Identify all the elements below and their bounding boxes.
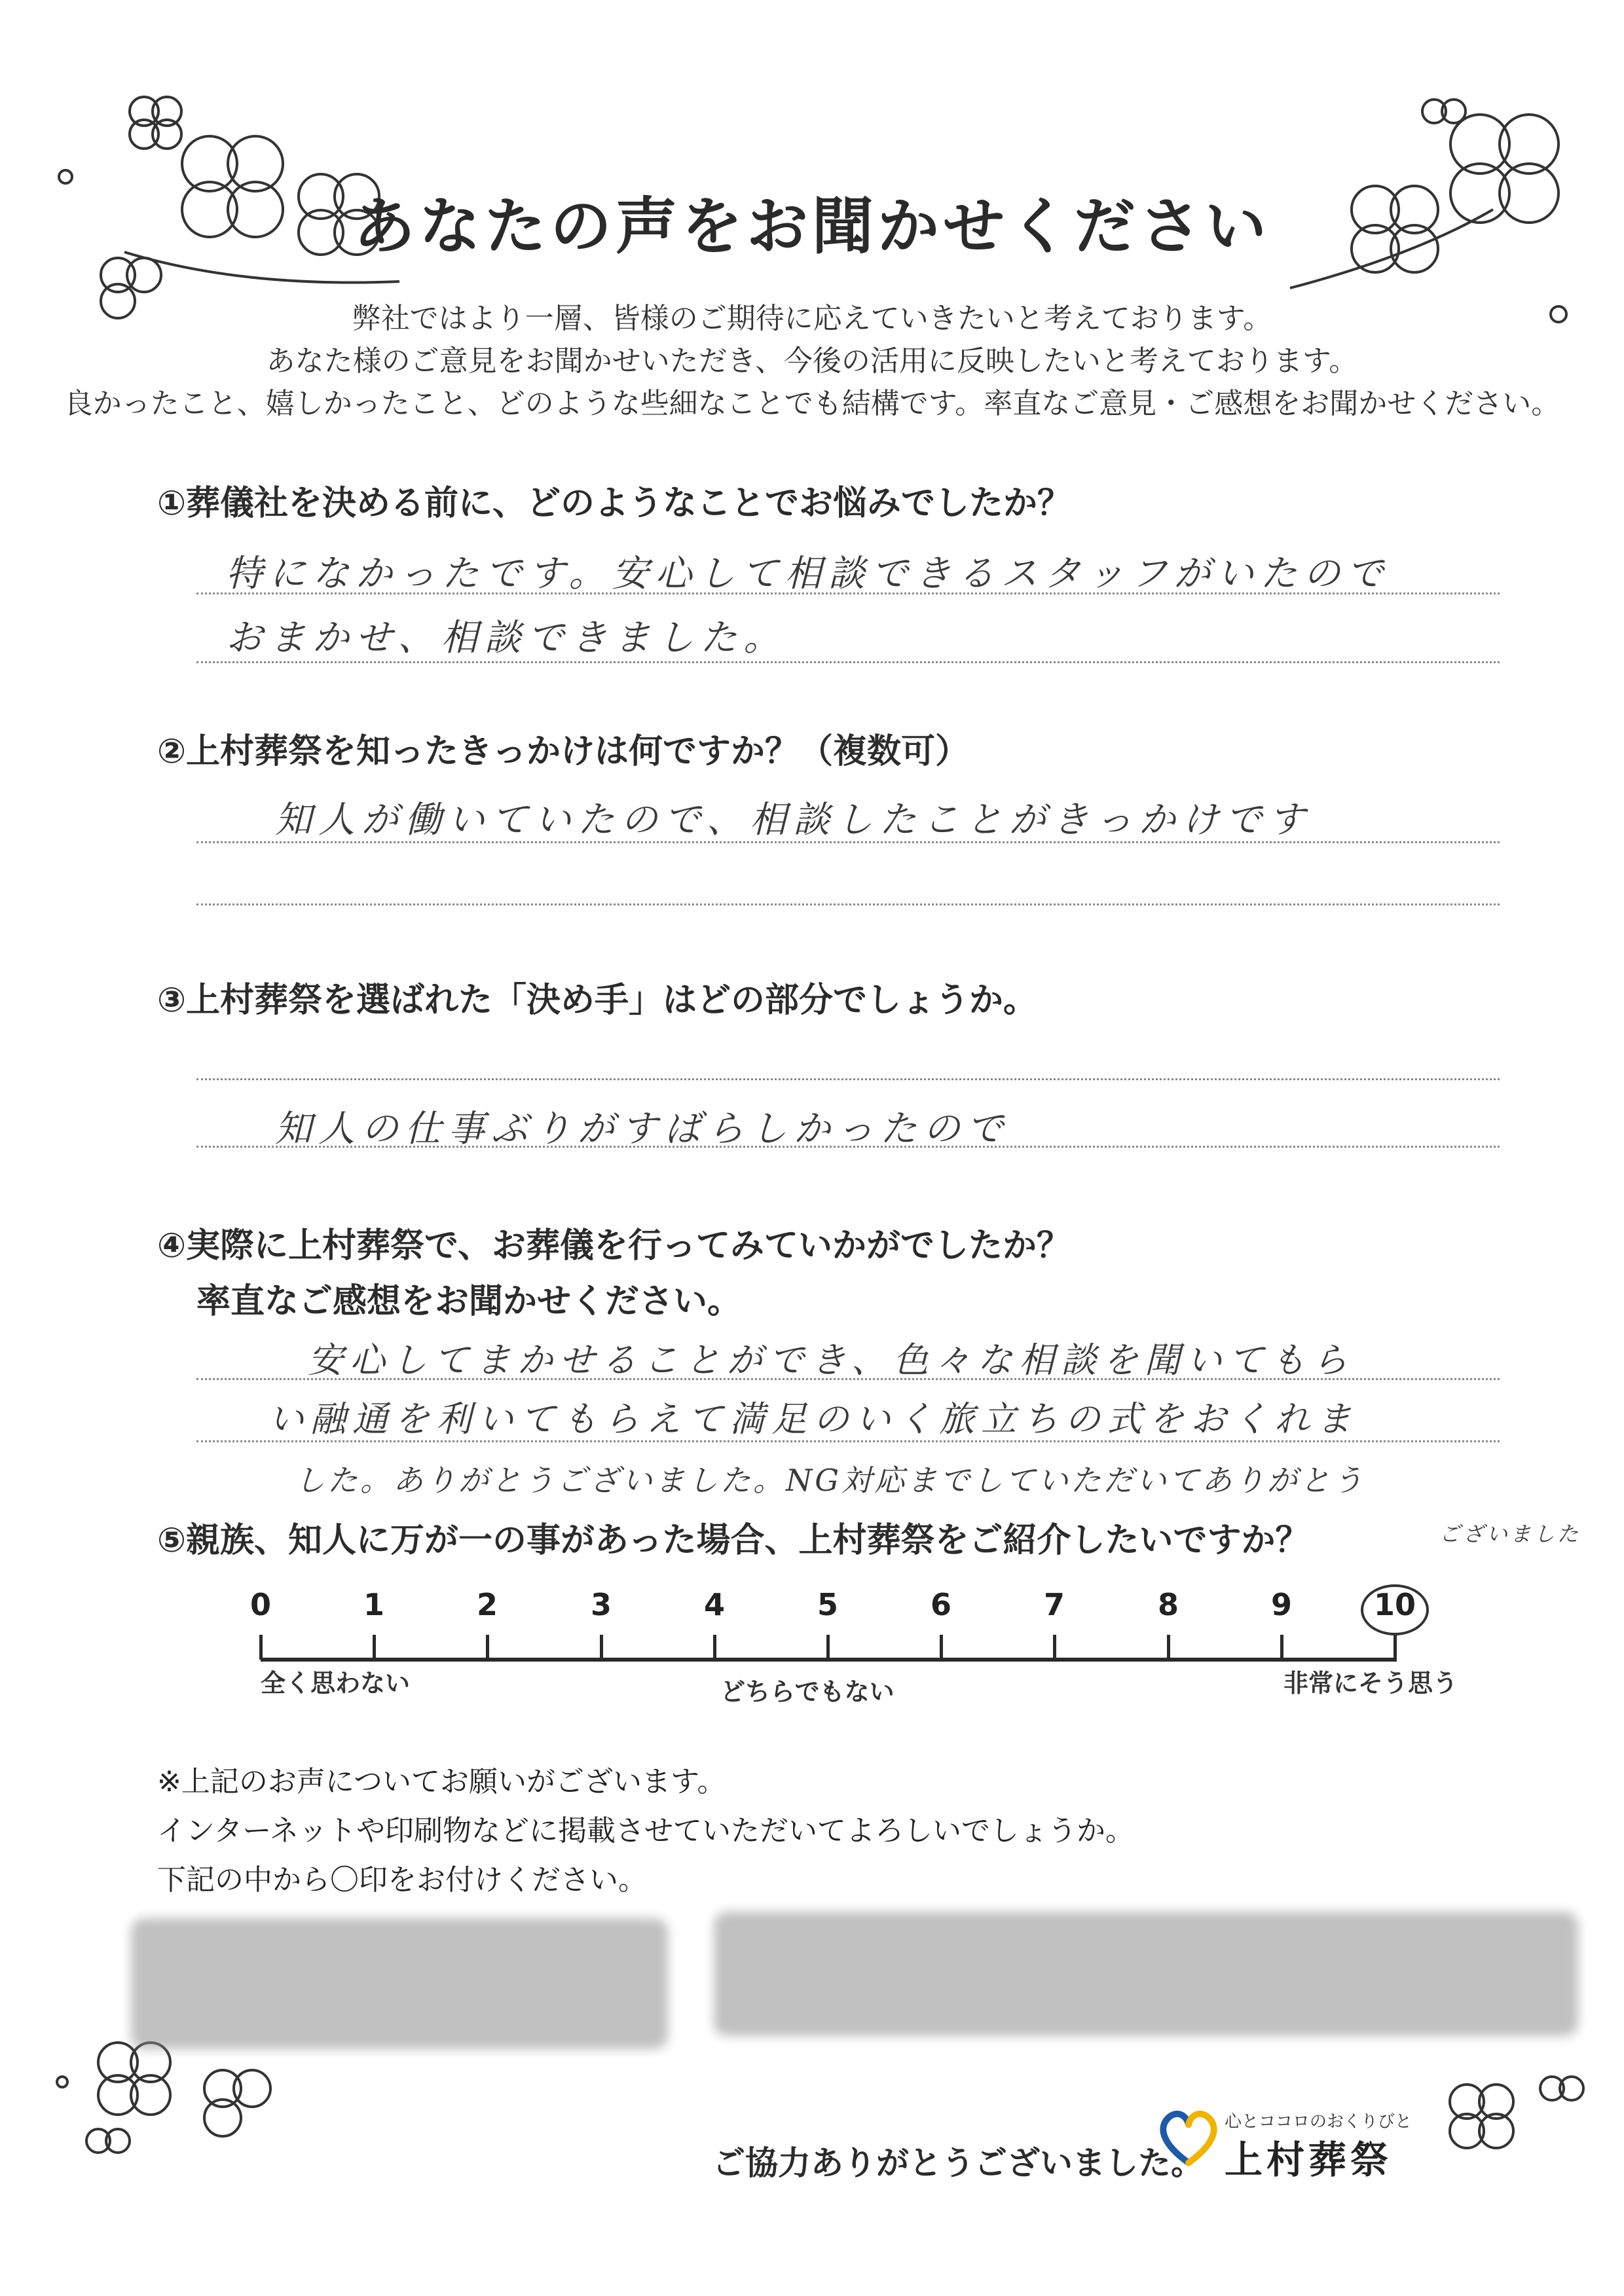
rating-tick-8: [1167, 1635, 1170, 1660]
answer-line-divider: [196, 661, 1500, 663]
answer-line-divider: [196, 1440, 1500, 1442]
question-3-heading: ③上村葬祭を選ばれた「決め手」はどの部分でしょうか。: [157, 981, 1038, 1020]
rating-number-10: 10: [1373, 1587, 1416, 1622]
intro-line-3: 良かったこと、嬉しかったこと、どのような些細なことでも結構です。率直なご意見・ご感想をお聞かせください。: [64, 387, 1560, 420]
question-2-heading: ②上村葬祭を知ったきっかけは何ですか？（複数可）: [157, 732, 970, 771]
rating-tick-9: [1280, 1635, 1283, 1660]
answer-line-divider: [196, 903, 1500, 905]
redacted-consent-option-right: [714, 1912, 1578, 2036]
question-2-answer-line-1: 知人が働いていたので、相談したことがきっかけです: [275, 799, 1312, 841]
rating-number-9: 9: [1270, 1587, 1292, 1622]
rating-tick-0: [259, 1635, 263, 1660]
question-4-heading: ④実際に上村葬祭で、お葬儀を行ってみていかがでしたか？: [157, 1226, 1071, 1266]
scale-label-mid: どちらでもない: [720, 1677, 895, 1706]
question-5-heading: ⑤親族、知人に万が一の事があった場合、上村葬祭をご紹介したいですか？: [157, 1521, 1310, 1560]
rating-tick-2: [486, 1635, 489, 1660]
answer-line-divider: [196, 1378, 1500, 1380]
question-4-heading-line-2: 率直なご感想をお聞かせください。: [196, 1282, 742, 1321]
notice-line-1: ※上記のお声についてお願いがございます。: [157, 1765, 726, 1798]
thanks-message: ご協力ありがとうございました。: [712, 2144, 1204, 2182]
answer-line-divider: [196, 1078, 1500, 1080]
intro-line-2: あなた様のご意見をお聞かせいただき、今後の活用に反映したいと考えております。: [266, 344, 1358, 378]
rating-tick-7: [1053, 1635, 1056, 1660]
rating-number-1: 1: [363, 1587, 384, 1622]
scale-label-low: 全く思わない: [261, 1669, 411, 1698]
rating-tick-4: [713, 1635, 716, 1660]
rating-number-8: 8: [1157, 1587, 1179, 1622]
rating-selected-circle: [1361, 1584, 1429, 1635]
clover-decoration-bottom-right: [1428, 2062, 1598, 2180]
rating-tick-3: [600, 1635, 603, 1660]
page-title: あなたの声をお聞かせください: [353, 191, 1270, 263]
scale-label-high: 非常にそう思う: [1283, 1669, 1458, 1698]
rating-number-3: 3: [590, 1587, 612, 1622]
intro-line-1: 弊社ではより一層、皆様のご期待に応えていきたいと考えております。: [352, 302, 1272, 335]
question-4-answer-line-3: した。ありがとうございました。NG対応までしていただいてありがとう: [295, 1463, 1365, 1498]
question-5-margin-note: ございました: [1439, 1522, 1581, 1546]
logo-tagline: 心とココロのおくりびと: [1225, 2112, 1412, 2132]
answer-line-divider: [196, 841, 1500, 843]
rating-number-5: 5: [817, 1587, 838, 1622]
rating-tick-10: [1393, 1635, 1397, 1660]
question-4-answer-line-2: い融通を利いてもらえて満足のいく旅立ちの式をおくれま: [268, 1398, 1358, 1440]
answer-line-divider: [196, 1146, 1500, 1148]
redacted-consent-option-left: [131, 1918, 668, 2049]
logo-name: 上村葬祭: [1225, 2138, 1393, 2182]
rating-number-4: 4: [703, 1587, 725, 1622]
rating-tick-6: [940, 1635, 943, 1660]
notice-line-3: 下記の中から〇印をお付けください。: [157, 1863, 647, 1897]
answer-line-divider: [196, 592, 1500, 594]
question-1-heading: ①葬儀社を決める前に、どのようなことでお悩みでしたか？: [157, 484, 1072, 523]
rating-tick-5: [826, 1635, 830, 1660]
question-1-answer-line-1: 特になかったです。安心して相談できるスタッフがいたので: [226, 553, 1390, 595]
question-4-answer-line-1: 安心してまかせることができ、色々な相談を聞いてもら: [308, 1339, 1354, 1381]
notice-line-2: インターネットや印刷物などに掲載させていただいてよろしいでしょうか。: [157, 1814, 1135, 1848]
rating-number-7: 7: [1043, 1587, 1065, 1622]
heart-logo-icon: [1153, 2102, 1225, 2174]
rating-tick-1: [373, 1635, 376, 1660]
question-1-answer-line-2: おまかせ、相談できました。: [226, 617, 787, 659]
question-3-answer-line-1: 知人の仕事ぶりがすばらしかったので: [275, 1108, 1010, 1150]
rating-number-2: 2: [476, 1587, 498, 1622]
rating-number-0: 0: [249, 1587, 271, 1622]
rating-number-6: 6: [930, 1587, 951, 1622]
